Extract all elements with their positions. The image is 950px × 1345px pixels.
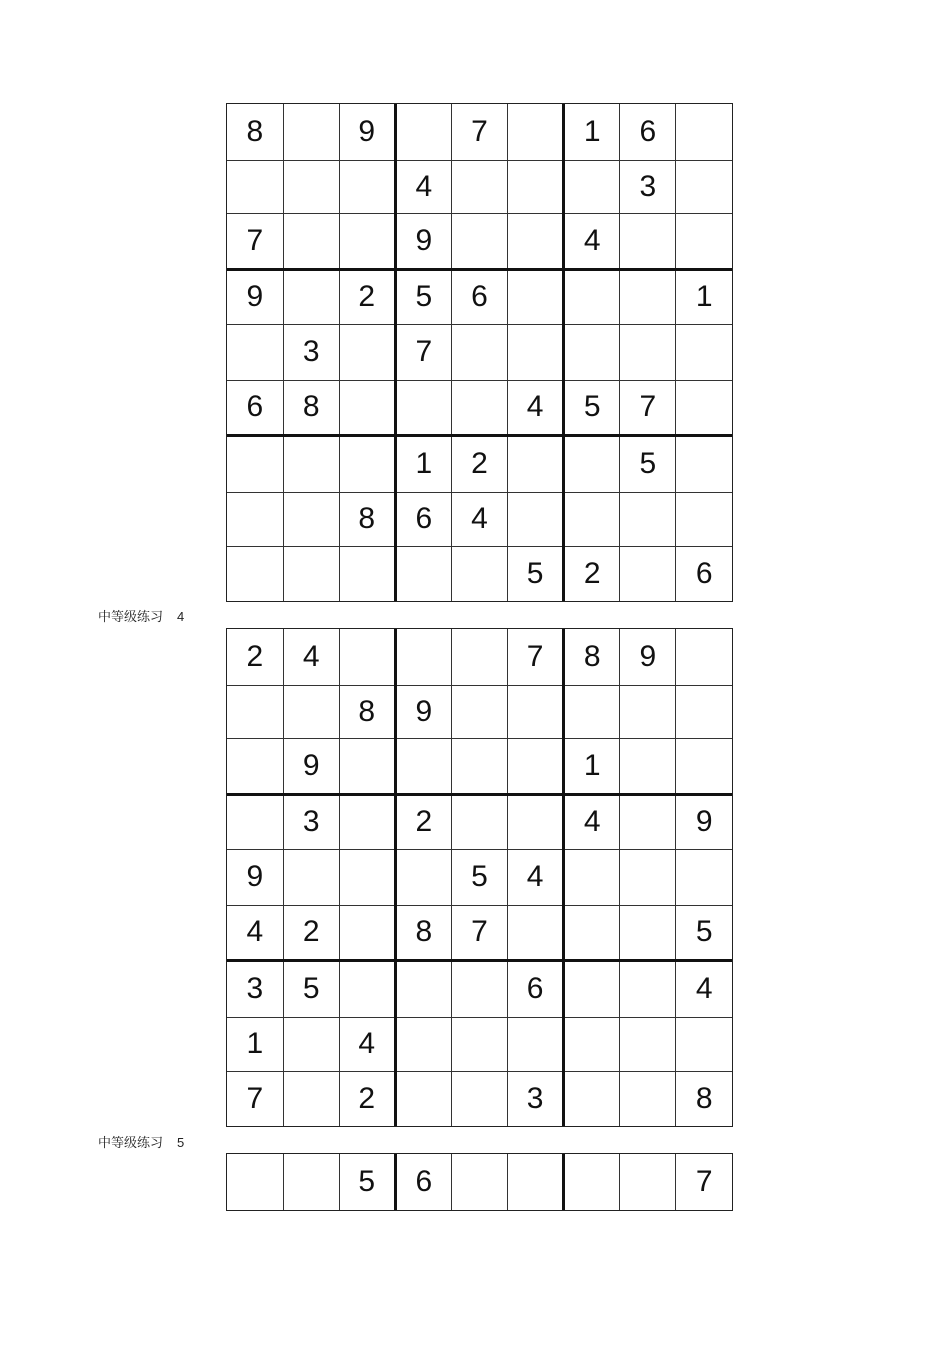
sudoku-cell <box>227 435 283 492</box>
sudoku-cell <box>395 1071 451 1126</box>
sudoku-cell <box>451 1017 507 1071</box>
sudoku-cell: 5 <box>395 269 451 324</box>
sudoku-cell: 4 <box>564 794 620 849</box>
sudoku-cell <box>283 685 339 738</box>
sudoku-cell: 6 <box>620 104 676 160</box>
sudoku-cell: 1 <box>676 269 732 324</box>
sudoku-cell: 9 <box>339 104 395 160</box>
sudoku-cell <box>676 738 732 794</box>
sudoku-row <box>227 1071 732 1126</box>
sudoku-cell <box>508 685 564 738</box>
sudoku-cell <box>564 1071 620 1126</box>
sudoku-cell: 5 <box>283 960 339 1017</box>
sudoku-cell <box>564 492 620 546</box>
sudoku-cell: 2 <box>339 1071 395 1126</box>
sudoku-cell: 4 <box>339 1017 395 1071</box>
sudoku-cell <box>395 104 451 160</box>
sudoku-cell <box>564 324 620 380</box>
sudoku-row <box>227 324 732 380</box>
sudoku-table <box>227 1154 732 1210</box>
sudoku-cell <box>339 213 395 269</box>
sudoku-cell <box>620 213 676 269</box>
sudoku-cell <box>620 1154 676 1210</box>
sudoku-cell <box>227 160 283 213</box>
sudoku-cell: 5 <box>451 849 507 905</box>
sudoku-cell <box>283 1071 339 1126</box>
sudoku-cell <box>620 685 676 738</box>
sudoku-row <box>227 380 732 435</box>
sudoku-cell: 4 <box>451 492 507 546</box>
sudoku-cell <box>339 546 395 601</box>
sudoku-cell: 9 <box>227 269 283 324</box>
sudoku-cell <box>564 1017 620 1071</box>
sudoku-cell <box>676 685 732 738</box>
sudoku-cell <box>283 492 339 546</box>
sudoku-cell <box>508 104 564 160</box>
sudoku-row <box>227 269 732 324</box>
sudoku-row <box>227 629 732 685</box>
sudoku-cell <box>283 269 339 324</box>
sudoku-cell: 5 <box>339 1154 395 1210</box>
sudoku-cell <box>620 738 676 794</box>
sudoku-cell <box>620 546 676 601</box>
sudoku-cell <box>451 1154 507 1210</box>
sudoku-cell <box>339 160 395 213</box>
sudoku-cell: 1 <box>227 1017 283 1071</box>
sudoku-cell: 8 <box>227 104 283 160</box>
sudoku-cell: 3 <box>283 794 339 849</box>
sudoku-cell <box>451 738 507 794</box>
sudoku-cell <box>451 629 507 685</box>
sudoku-table <box>227 104 732 601</box>
sudoku-cell: 6 <box>451 269 507 324</box>
sudoku-cell <box>620 849 676 905</box>
sudoku-row <box>227 104 732 160</box>
sudoku-cell: 8 <box>564 629 620 685</box>
sudoku-cell <box>451 546 507 601</box>
sudoku-cell <box>508 160 564 213</box>
sudoku-cell: 8 <box>339 685 395 738</box>
sudoku-cell <box>508 1017 564 1071</box>
sudoku-cell <box>676 160 732 213</box>
sudoku-cell <box>339 960 395 1017</box>
sudoku-cell <box>227 546 283 601</box>
sudoku-cell <box>451 685 507 738</box>
sudoku-cell: 1 <box>564 738 620 794</box>
sudoku-cell <box>676 629 732 685</box>
sudoku-cell <box>283 546 339 601</box>
sudoku-cell: 8 <box>283 380 339 435</box>
sudoku-row <box>227 213 732 269</box>
sudoku-cell: 3 <box>227 960 283 1017</box>
sudoku-grid-1 <box>226 103 733 602</box>
sudoku-cell <box>283 435 339 492</box>
sudoku-cell <box>451 960 507 1017</box>
sudoku-grid-3 <box>226 1153 733 1211</box>
sudoku-cell: 7 <box>620 380 676 435</box>
sudoku-cell: 3 <box>620 160 676 213</box>
sudoku-cell: 9 <box>395 685 451 738</box>
puzzle-label-number: 4 <box>177 609 185 624</box>
sudoku-cell <box>620 1017 676 1071</box>
sudoku-cell <box>339 324 395 380</box>
sudoku-cell <box>564 905 620 960</box>
sudoku-row <box>227 794 732 849</box>
sudoku-cell <box>676 380 732 435</box>
sudoku-cell <box>339 738 395 794</box>
sudoku-cell: 9 <box>283 738 339 794</box>
sudoku-cell: 2 <box>283 905 339 960</box>
sudoku-row <box>227 960 732 1017</box>
sudoku-cell <box>451 160 507 213</box>
sudoku-row <box>227 546 732 601</box>
sudoku-cell <box>620 1071 676 1126</box>
sudoku-cell: 3 <box>283 324 339 380</box>
sudoku-row <box>227 685 732 738</box>
sudoku-cell <box>451 794 507 849</box>
sudoku-cell <box>508 492 564 546</box>
sudoku-cell: 5 <box>676 905 732 960</box>
sudoku-cell: 7 <box>227 213 283 269</box>
sudoku-cell: 6 <box>395 1154 451 1210</box>
sudoku-cell <box>283 160 339 213</box>
sudoku-row <box>227 435 732 492</box>
sudoku-cell: 5 <box>508 546 564 601</box>
sudoku-cell: 4 <box>508 849 564 905</box>
sudoku-cell <box>620 269 676 324</box>
puzzle-label-number: 5 <box>177 1135 185 1150</box>
sudoku-cell <box>283 1017 339 1071</box>
sudoku-cell: 8 <box>676 1071 732 1126</box>
sudoku-cell: 4 <box>395 160 451 213</box>
sudoku-cell <box>676 104 732 160</box>
sudoku-cell <box>227 738 283 794</box>
sudoku-cell <box>564 1154 620 1210</box>
sudoku-cell <box>339 435 395 492</box>
sudoku-cell <box>676 849 732 905</box>
sudoku-row <box>227 849 732 905</box>
sudoku-cell: 2 <box>451 435 507 492</box>
sudoku-cell: 8 <box>395 905 451 960</box>
sudoku-cell <box>508 324 564 380</box>
sudoku-cell: 4 <box>227 905 283 960</box>
sudoku-cell <box>508 738 564 794</box>
sudoku-cell: 6 <box>676 546 732 601</box>
sudoku-cell: 6 <box>395 492 451 546</box>
sudoku-cell <box>508 794 564 849</box>
sudoku-cell: 2 <box>227 629 283 685</box>
sudoku-cell <box>676 435 732 492</box>
sudoku-cell: 4 <box>283 629 339 685</box>
sudoku-cell: 4 <box>564 213 620 269</box>
sudoku-cell: 7 <box>451 905 507 960</box>
sudoku-cell: 7 <box>227 1071 283 1126</box>
sudoku-cell <box>564 849 620 905</box>
sudoku-row <box>227 905 732 960</box>
sudoku-cell <box>508 435 564 492</box>
sudoku-cell: 4 <box>676 960 732 1017</box>
sudoku-cell <box>283 1154 339 1210</box>
puzzle-label-5 <box>98 1132 184 1151</box>
sudoku-row <box>227 1154 732 1210</box>
sudoku-cell <box>676 492 732 546</box>
sudoku-cell <box>508 1154 564 1210</box>
sudoku-cell <box>508 213 564 269</box>
sudoku-cell <box>564 435 620 492</box>
sudoku-cell <box>395 380 451 435</box>
sudoku-cell <box>620 324 676 380</box>
sudoku-cell: 7 <box>395 324 451 380</box>
sudoku-cell <box>227 794 283 849</box>
sudoku-cell <box>620 905 676 960</box>
sudoku-cell <box>564 960 620 1017</box>
sudoku-cell <box>395 738 451 794</box>
sudoku-cell: 1 <box>395 435 451 492</box>
sudoku-cell <box>620 960 676 1017</box>
sudoku-cell <box>227 685 283 738</box>
sudoku-cell <box>227 492 283 546</box>
sudoku-cell: 9 <box>676 794 732 849</box>
sudoku-cell <box>451 1071 507 1126</box>
sudoku-cell: 7 <box>508 629 564 685</box>
sudoku-row <box>227 160 732 213</box>
sudoku-row <box>227 1017 732 1071</box>
sudoku-cell: 9 <box>620 629 676 685</box>
sudoku-cell <box>395 546 451 601</box>
sudoku-cell <box>395 629 451 685</box>
sudoku-cell: 7 <box>451 104 507 160</box>
sudoku-cell <box>339 380 395 435</box>
sudoku-cell <box>564 685 620 738</box>
sudoku-cell <box>620 794 676 849</box>
sudoku-cell <box>508 269 564 324</box>
sudoku-cell <box>451 380 507 435</box>
sudoku-cell <box>395 849 451 905</box>
sudoku-grid-2 <box>226 628 733 1127</box>
sudoku-cell <box>395 960 451 1017</box>
sudoku-cell: 8 <box>339 492 395 546</box>
sudoku-cell: 5 <box>620 435 676 492</box>
sudoku-cell <box>227 1154 283 1210</box>
sudoku-cell <box>508 905 564 960</box>
sudoku-cell <box>283 213 339 269</box>
sudoku-cell <box>451 213 507 269</box>
sudoku-cell <box>620 492 676 546</box>
sudoku-cell <box>676 1017 732 1071</box>
puzzle-label-text: 中等级练习 <box>98 609 164 624</box>
sudoku-cell <box>283 849 339 905</box>
sudoku-cell: 3 <box>508 1071 564 1126</box>
sudoku-table <box>227 629 732 1126</box>
sudoku-cell <box>227 324 283 380</box>
sudoku-cell <box>339 794 395 849</box>
sudoku-cell: 9 <box>227 849 283 905</box>
sudoku-cell: 9 <box>395 213 451 269</box>
sudoku-cell: 2 <box>395 794 451 849</box>
sudoku-cell: 4 <box>508 380 564 435</box>
sudoku-cell <box>676 213 732 269</box>
sudoku-cell: 6 <box>508 960 564 1017</box>
sudoku-cell: 2 <box>339 269 395 324</box>
sudoku-cell <box>564 269 620 324</box>
sudoku-cell <box>395 1017 451 1071</box>
sudoku-cell <box>451 324 507 380</box>
sudoku-cell: 7 <box>676 1154 732 1210</box>
sudoku-cell <box>564 160 620 213</box>
sudoku-cell: 1 <box>564 104 620 160</box>
sudoku-cell <box>339 905 395 960</box>
sudoku-cell: 2 <box>564 546 620 601</box>
sudoku-cell: 5 <box>564 380 620 435</box>
sudoku-row <box>227 492 732 546</box>
puzzle-label-4 <box>98 606 184 625</box>
sudoku-cell: 6 <box>227 380 283 435</box>
sudoku-row <box>227 738 732 794</box>
sudoku-cell <box>283 104 339 160</box>
sudoku-cell <box>339 849 395 905</box>
sudoku-cell <box>339 629 395 685</box>
sudoku-cell <box>676 324 732 380</box>
puzzle-label-text: 中等级练习 <box>98 1135 164 1150</box>
